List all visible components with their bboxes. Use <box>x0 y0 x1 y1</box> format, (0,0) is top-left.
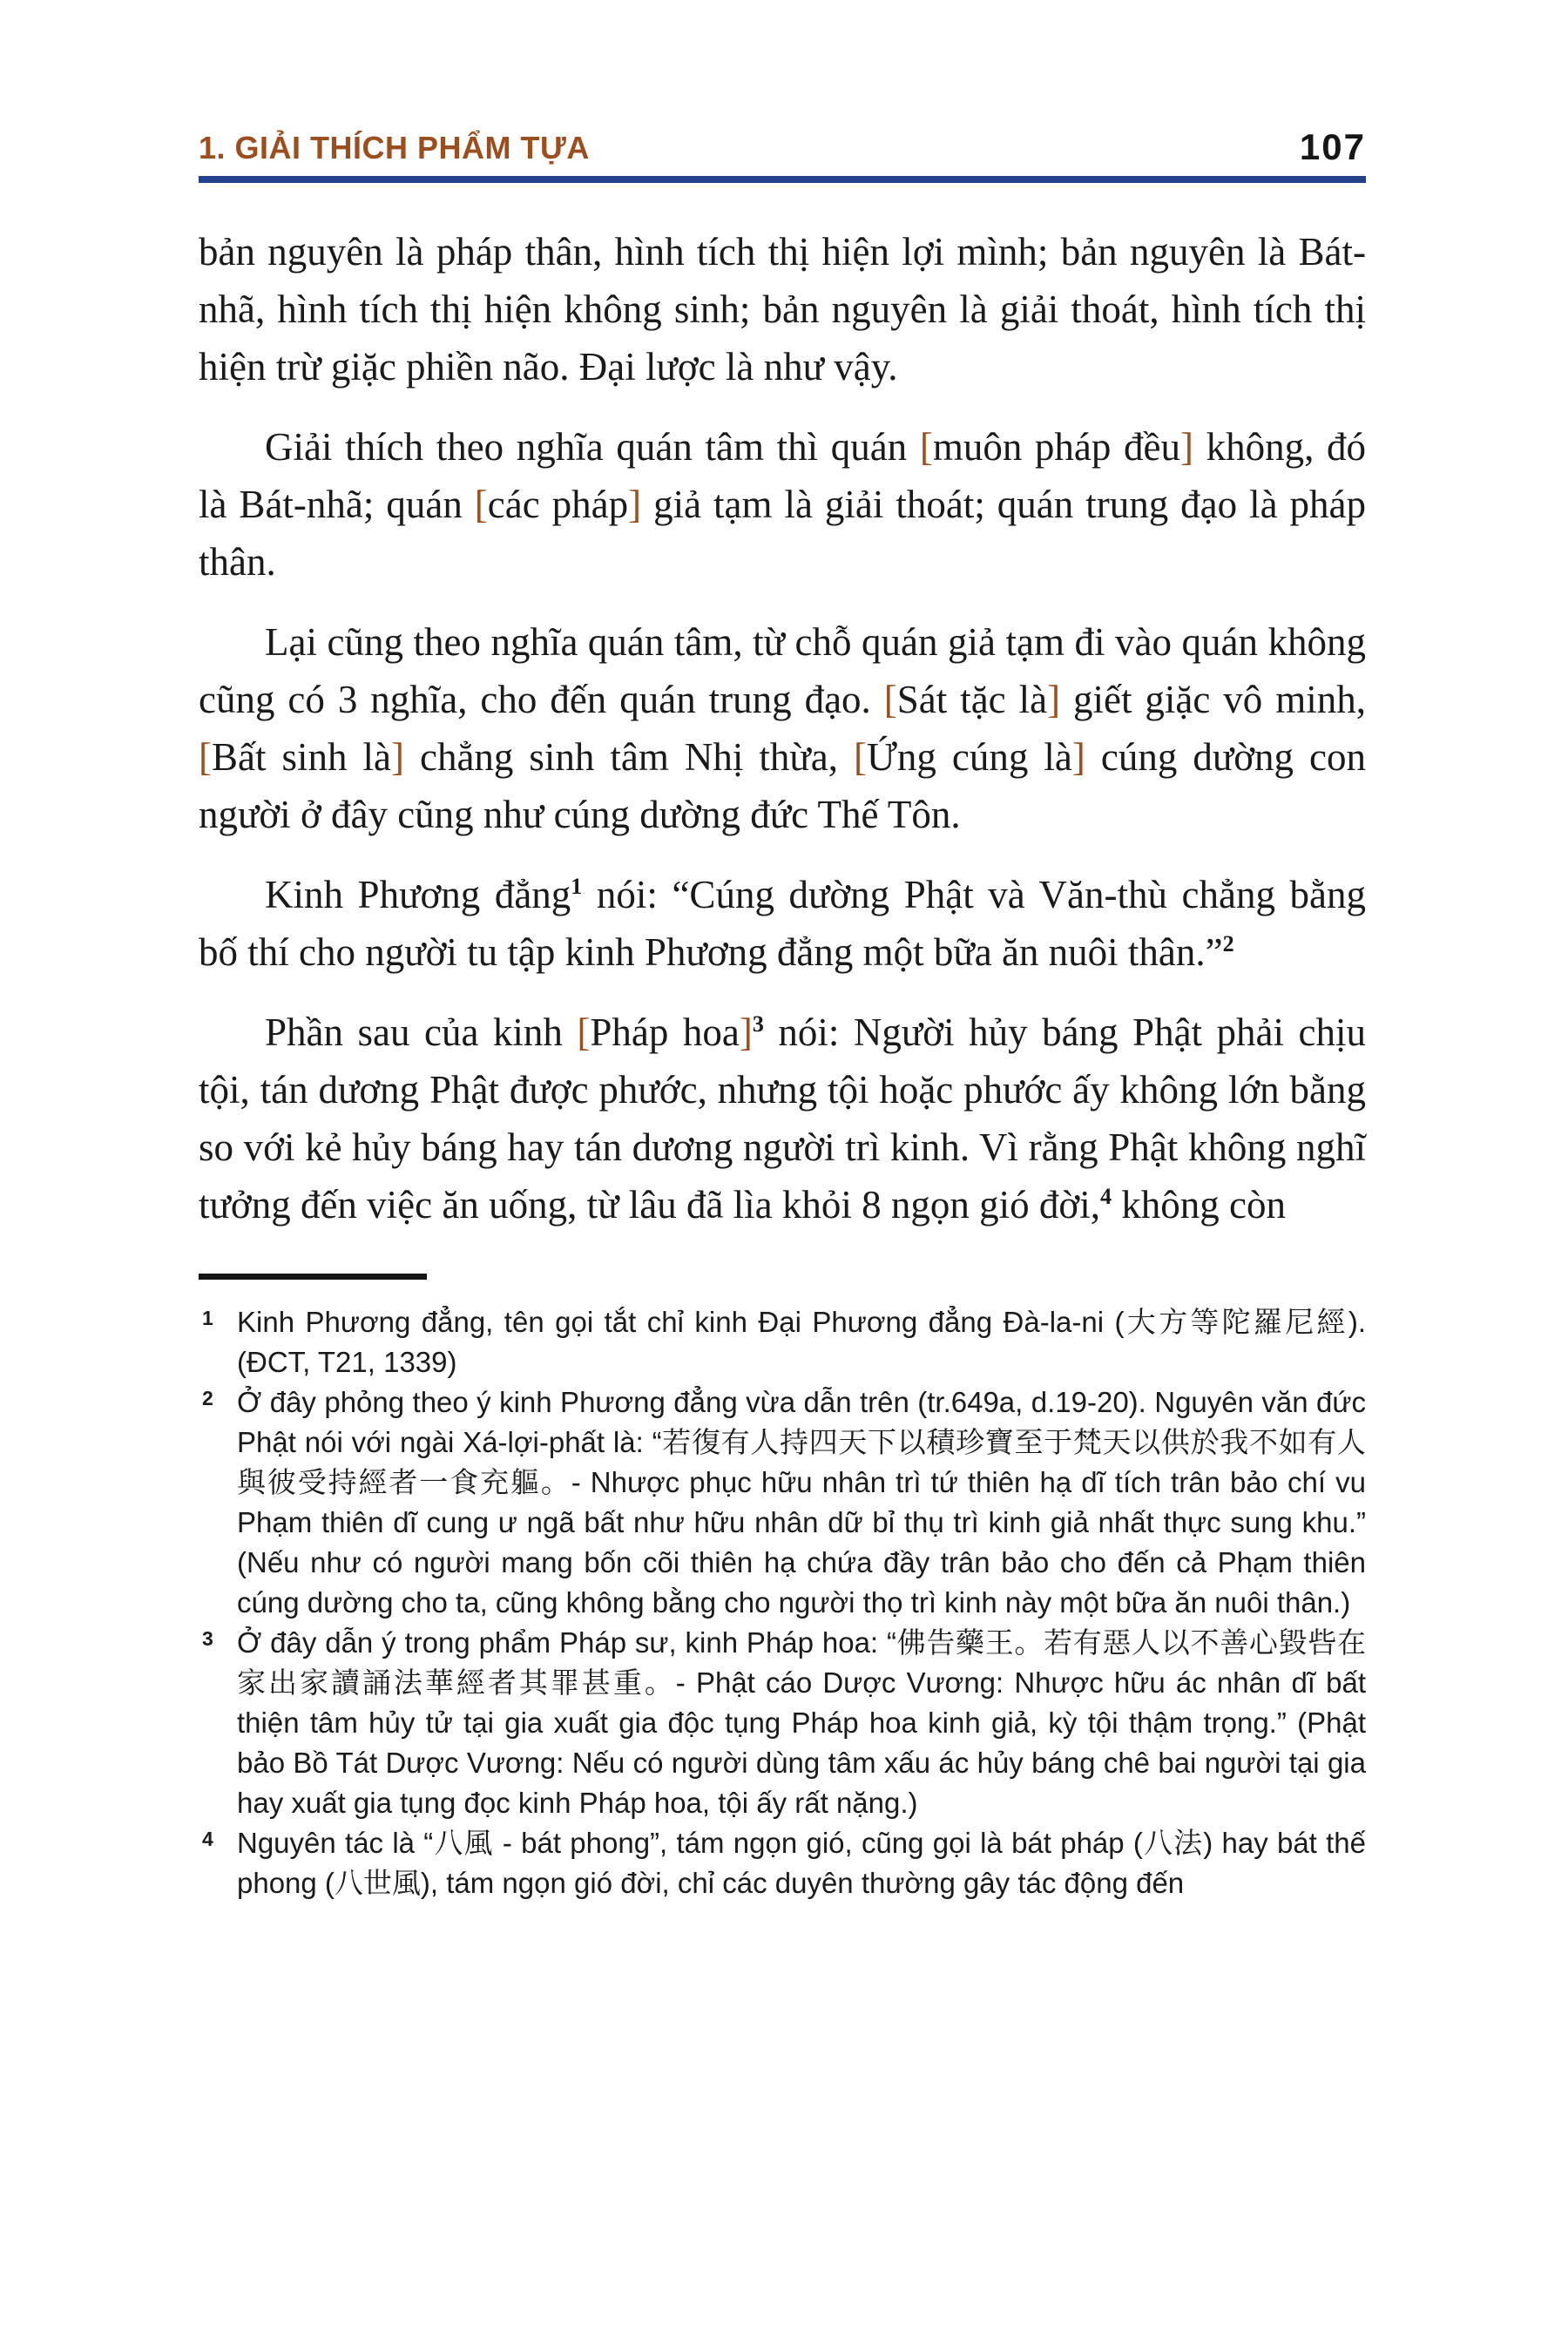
text-run: Lại cũng theo nghĩa quán tâm, từ chỗ quán giả tạm đi vào quán không cũng có 3 nghĩa, cho đến quán trung đạo. <box>199 620 1366 721</box>
gloss-bracket: [ <box>474 483 488 526</box>
footnote-number: 3 <box>202 1627 213 1650</box>
footnote-reference: 3 <box>752 1011 764 1037</box>
footnote <box>199 1823 1366 1903</box>
text-run: Bất sinh là <box>212 735 391 779</box>
footnote-text: Kinh Phương đẳng, tên gọi tắt chỉ kinh Đại Phương đẳng Đà-la-ni (大方等陀羅尼經). (ĐCT, T21, 1339) <box>237 1306 1366 1378</box>
section-title: 1. GIẢI THÍCH PHẨM TỰA <box>199 130 590 166</box>
gloss-bracket: [ <box>919 425 933 469</box>
text-run: không còn <box>1112 1183 1286 1227</box>
page-content <box>199 126 1367 1903</box>
footnote-reference: 2 <box>1222 931 1234 956</box>
gloss-bracket: [ <box>854 735 868 779</box>
footnote-number: 4 <box>202 1828 213 1850</box>
body-paragraphs <box>199 223 1366 1233</box>
paragraph <box>199 866 1366 981</box>
footnotes-list <box>199 1302 1366 1903</box>
gloss-bracket: ] <box>1047 678 1061 721</box>
gloss-bracket: ] <box>628 483 642 526</box>
running-header <box>199 126 1366 167</box>
text-run: nói: “Cúng dường Phật và Văn-thù chẳng bằng bố thí cho người tu tập kinh Phương đẳng một bữa ăn nuôi thân.” <box>199 873 1366 974</box>
text-run: giả tạm là giải thoát; quán trung đạo là pháp thân. <box>199 483 1366 584</box>
gloss-bracket: ] <box>1071 735 1085 779</box>
text-run: cúng dường con người ở đây cũng như cúng dường đức Thế Tôn. <box>199 735 1366 836</box>
paragraph <box>199 418 1366 591</box>
gloss-bracket: ] <box>1180 425 1194 469</box>
footnote-number: 1 <box>202 1307 213 1329</box>
gloss-bracket: [ <box>883 678 897 721</box>
text-run: nói: Người hủy báng Phật phải chịu tội, tán dương Phật được phước, nhưng tội hoặc phước ấy không lớn bằng so với kẻ hủy báng hay tán dương người trì kinh. Vì rằng Phật không nghĩ tưởng đến việc ăn uống, từ lâu đã lìa khỏi 8 ngọn gió đời, <box>199 1010 1366 1227</box>
gloss-bracket: [ <box>199 735 212 779</box>
paragraph <box>199 223 1366 395</box>
text-run: Kinh Phương đẳng <box>265 873 571 916</box>
footnote <box>199 1623 1366 1823</box>
text-run: Giải thích theo nghĩa quán tâm thì quán <box>265 425 920 469</box>
text-run: muôn pháp đều <box>932 425 1181 469</box>
gloss-bracket: ] <box>390 735 404 779</box>
paragraph <box>199 1004 1366 1233</box>
text-run: các pháp <box>487 483 629 526</box>
footnote <box>199 1302 1366 1382</box>
text-run: Sát tặc là <box>896 678 1048 721</box>
footnote-reference: 1 <box>571 874 583 899</box>
text-run: giết giặc vô minh, <box>1060 678 1366 721</box>
footnote-number: 2 <box>202 1387 213 1409</box>
text-run: Pháp hoa <box>590 1010 740 1054</box>
text-run: Ứng cúng là <box>867 735 1072 779</box>
footnote-text: Ở đây phỏng theo ý kinh Phương đẳng vừa dẫn trên (tr.649a, d.19-20). Nguyên văn đức Phật nói với ngài Xá-lợi-phất là: “若復有人持四天下以積珍寶至于梵天以供於我不如有人與彼受持經者一食充軀。- Nhược phục hữu nhân trì tứ thiên hạ dĩ tích trân bảo chí vu Phạm thiên dĩ cung ư ngã bất như hữu nhân dữ bỉ thụ trì kinh giả nhất thực sung khu.” (Nếu như có người mang bốn cõi thiên hạ chứa đầy trân bảo cho đến cả Phạm thiên cúng dường cho ta, cũng không bằng cho người thọ trì kinh này một bữa ăn nuôi thân.) <box>237 1386 1366 1619</box>
gloss-bracket: [ <box>577 1010 591 1054</box>
footnote-text: Nguyên tác là “八風 - bát phong”, tám ngọn gió, cũng gọi là bát pháp (八法) hay bát thế phong (八世風), tám ngọn gió đời, chỉ các duyên thường gây tác động đến <box>237 1827 1366 1899</box>
footnote-divider <box>199 1274 427 1280</box>
footnote <box>199 1382 1366 1623</box>
footnote-text: Ở đây dẫn ý trong phẩm Pháp sư, kinh Pháp hoa: “佛告藥王。若有惡人以不善心毀呰在家出家讀誦法華經者其罪甚重。- Phật cáo Dược Vương: Nhược hữu ác nhân dĩ bất thiện tâm hủy tử tại gia xuất gia độc tụng Pháp hoa kinh giả, kỳ tội thậm trọng.” (Phật bảo Bồ Tát Dược Vương: Nếu có người dùng tâm xấu ác hủy báng chê bai người tại gia hay xuất gia tụng đọc kinh Pháp hoa, tội ấy rất nặng.) <box>237 1626 1366 1819</box>
header-divider <box>199 176 1366 183</box>
gloss-bracket: ] <box>739 1010 753 1054</box>
text-run: Phần sau của kinh <box>265 1010 578 1054</box>
text-run: chẳng sinh tâm Nhị thừa, <box>403 735 855 779</box>
text-run: không, đó là Bát-nhã; quán <box>199 425 1367 526</box>
footnote-reference: 4 <box>1099 1184 1112 1209</box>
text-run: bản nguyên là pháp thân, hình tích thị hiện lợi mình; bản nguyên là Bát-nhã, hình tích thị hiện không sinh; bản nguyên là giải thoát, hình tích thị hiện trừ giặc phiền não. Đại lược là như vậy. <box>199 230 1366 389</box>
page-number: 107 <box>1299 126 1366 167</box>
paragraph <box>199 613 1366 843</box>
